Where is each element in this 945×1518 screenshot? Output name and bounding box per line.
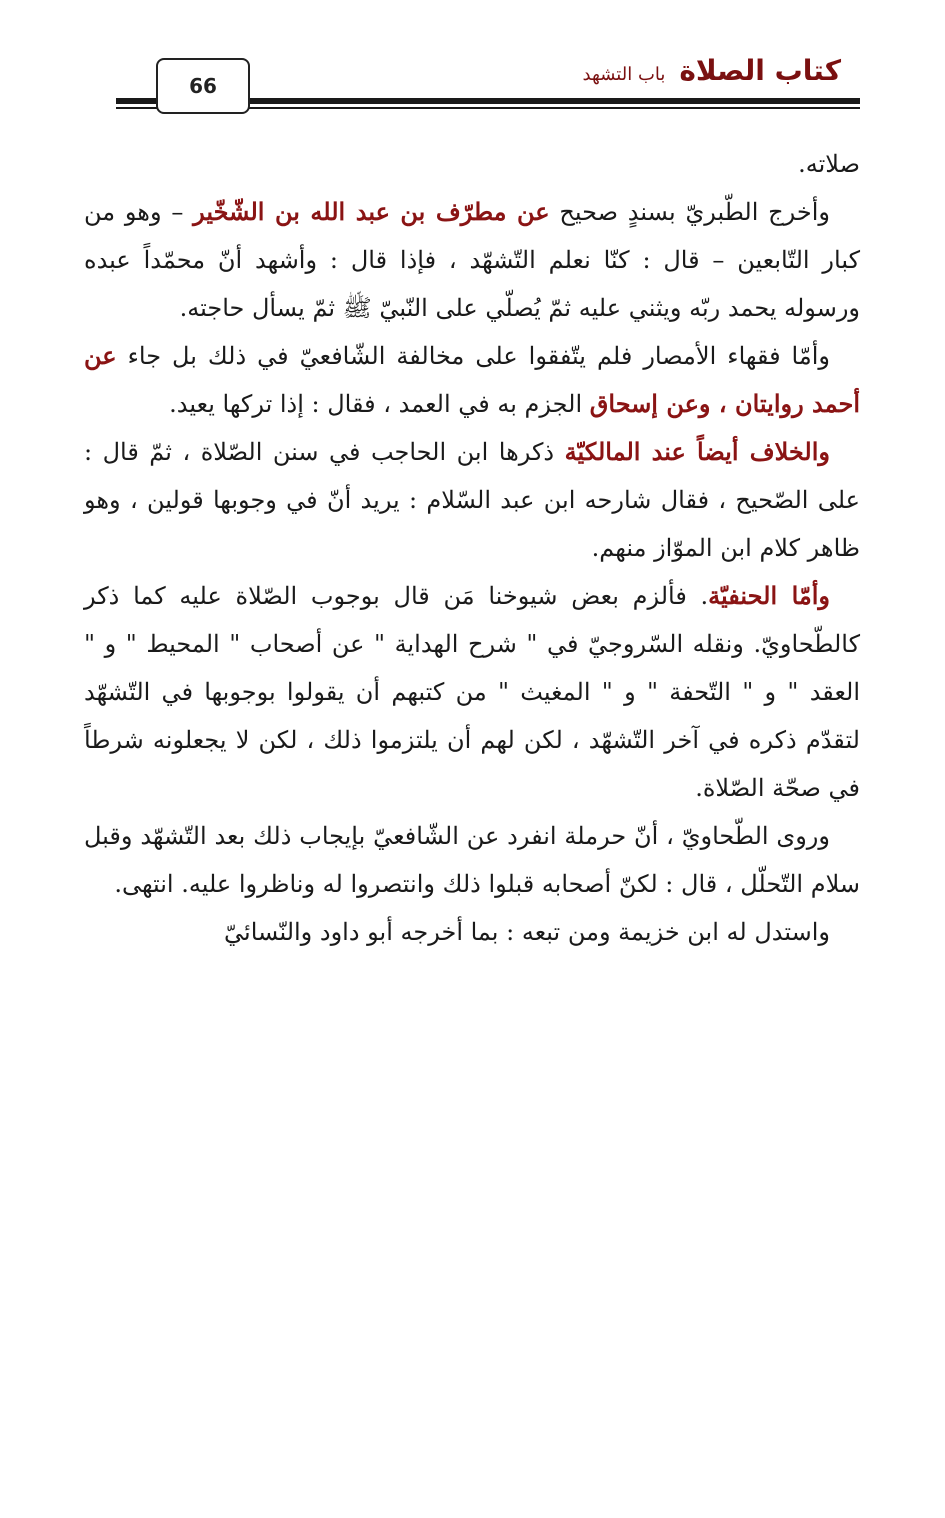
paragraph — [84, 812, 860, 908]
paragraph — [84, 188, 860, 332]
page-header — [0, 0, 945, 120]
page-number-box — [156, 58, 250, 114]
paragraph — [84, 140, 860, 188]
book-title: كتاب الصلاة — [679, 54, 841, 87]
text-segment: وأمّا فقهاء الأمصار فلم يتّفقوا على مخالفة الشّافعيّ في ذلك بل جاء — [116, 342, 830, 370]
text-segment: . فألزم بعض شيوخنا مَن قال بوجوب الصّلاة عليه كما ذكر كالطّحاويّ. ونقله السّروجيّ في " شرح الهداية " عن أصحاب " المحيط " و " العقد " و " التّحفة " و " المغيث " من كتبهم أن يقولوا بوجوبها في التّشهّد لتقدّم ذكره في آخر التّشهّد ، لكن لهم أن يلتزموا ذلك ، لكن لا يجعلونه شرطاً في صحّة الصّلاة. — [84, 582, 860, 802]
text-segment: ذكرها ابن الحاجب في سنن الصّلاة ، ثمّ قال : على الصّحيح ، فقال شارحه ابن عبد السّلام : يريد أنّ في وجوبها قولين ، وهو ظاهر كلام ابن الموّاز منهم. — [84, 438, 860, 562]
paragraph — [84, 332, 860, 428]
text-segment: وأخرج الطّبريّ بسندٍ صحيح — [549, 198, 831, 226]
text-segment: الجزم به في العمد ، فقال : إذا تركها يعيد. — [169, 390, 590, 418]
chapter-title: باب التشهد — [582, 64, 666, 85]
text-segment: واستدل له ابن خزيمة ومن تبعه : بما أخرجه أبو داود والنّسائيّ — [224, 918, 830, 946]
page-number: 66 — [189, 74, 217, 98]
paragraph — [84, 908, 860, 956]
text-segment: وروى الطّحاويّ ، أنّ حرملة انفرد عن الشّافعيّ بإيجاب ذلك بعد التّشهّد وقبل سلام التّحلّل ، قال : لكنّ أصحابه قبلوا ذلك وانتصروا له وناظروا عليه. انتهى. — [84, 822, 860, 898]
highlighted-name: عن أحمد روايتان ، وعن إسحاق — [84, 341, 860, 418]
paragraph — [84, 572, 860, 812]
highlighted-name: وأمّا الحنفيّة — [708, 581, 830, 610]
page-body — [84, 140, 860, 956]
paragraph — [84, 428, 860, 572]
text-segment: – وهو من كبار التّابعين – قال : كنّا نعلم التّشهّد ، فإذا قال : وأشهد أنّ محمّداً عبده ورسوله يحمد ربّه ويثني عليه ثمّ يُصلّي على النّبيّ ﷺ ثمّ يسأل حاجته. — [84, 198, 860, 322]
running-head — [583, 54, 842, 87]
highlighted-name: عن مطرّف بن عبد الله بن الشّخّير — [193, 197, 550, 226]
highlighted-name: والخلاف أيضاً عند المالكيّة — [564, 437, 830, 466]
text-segment: صلاته. — [798, 150, 860, 178]
